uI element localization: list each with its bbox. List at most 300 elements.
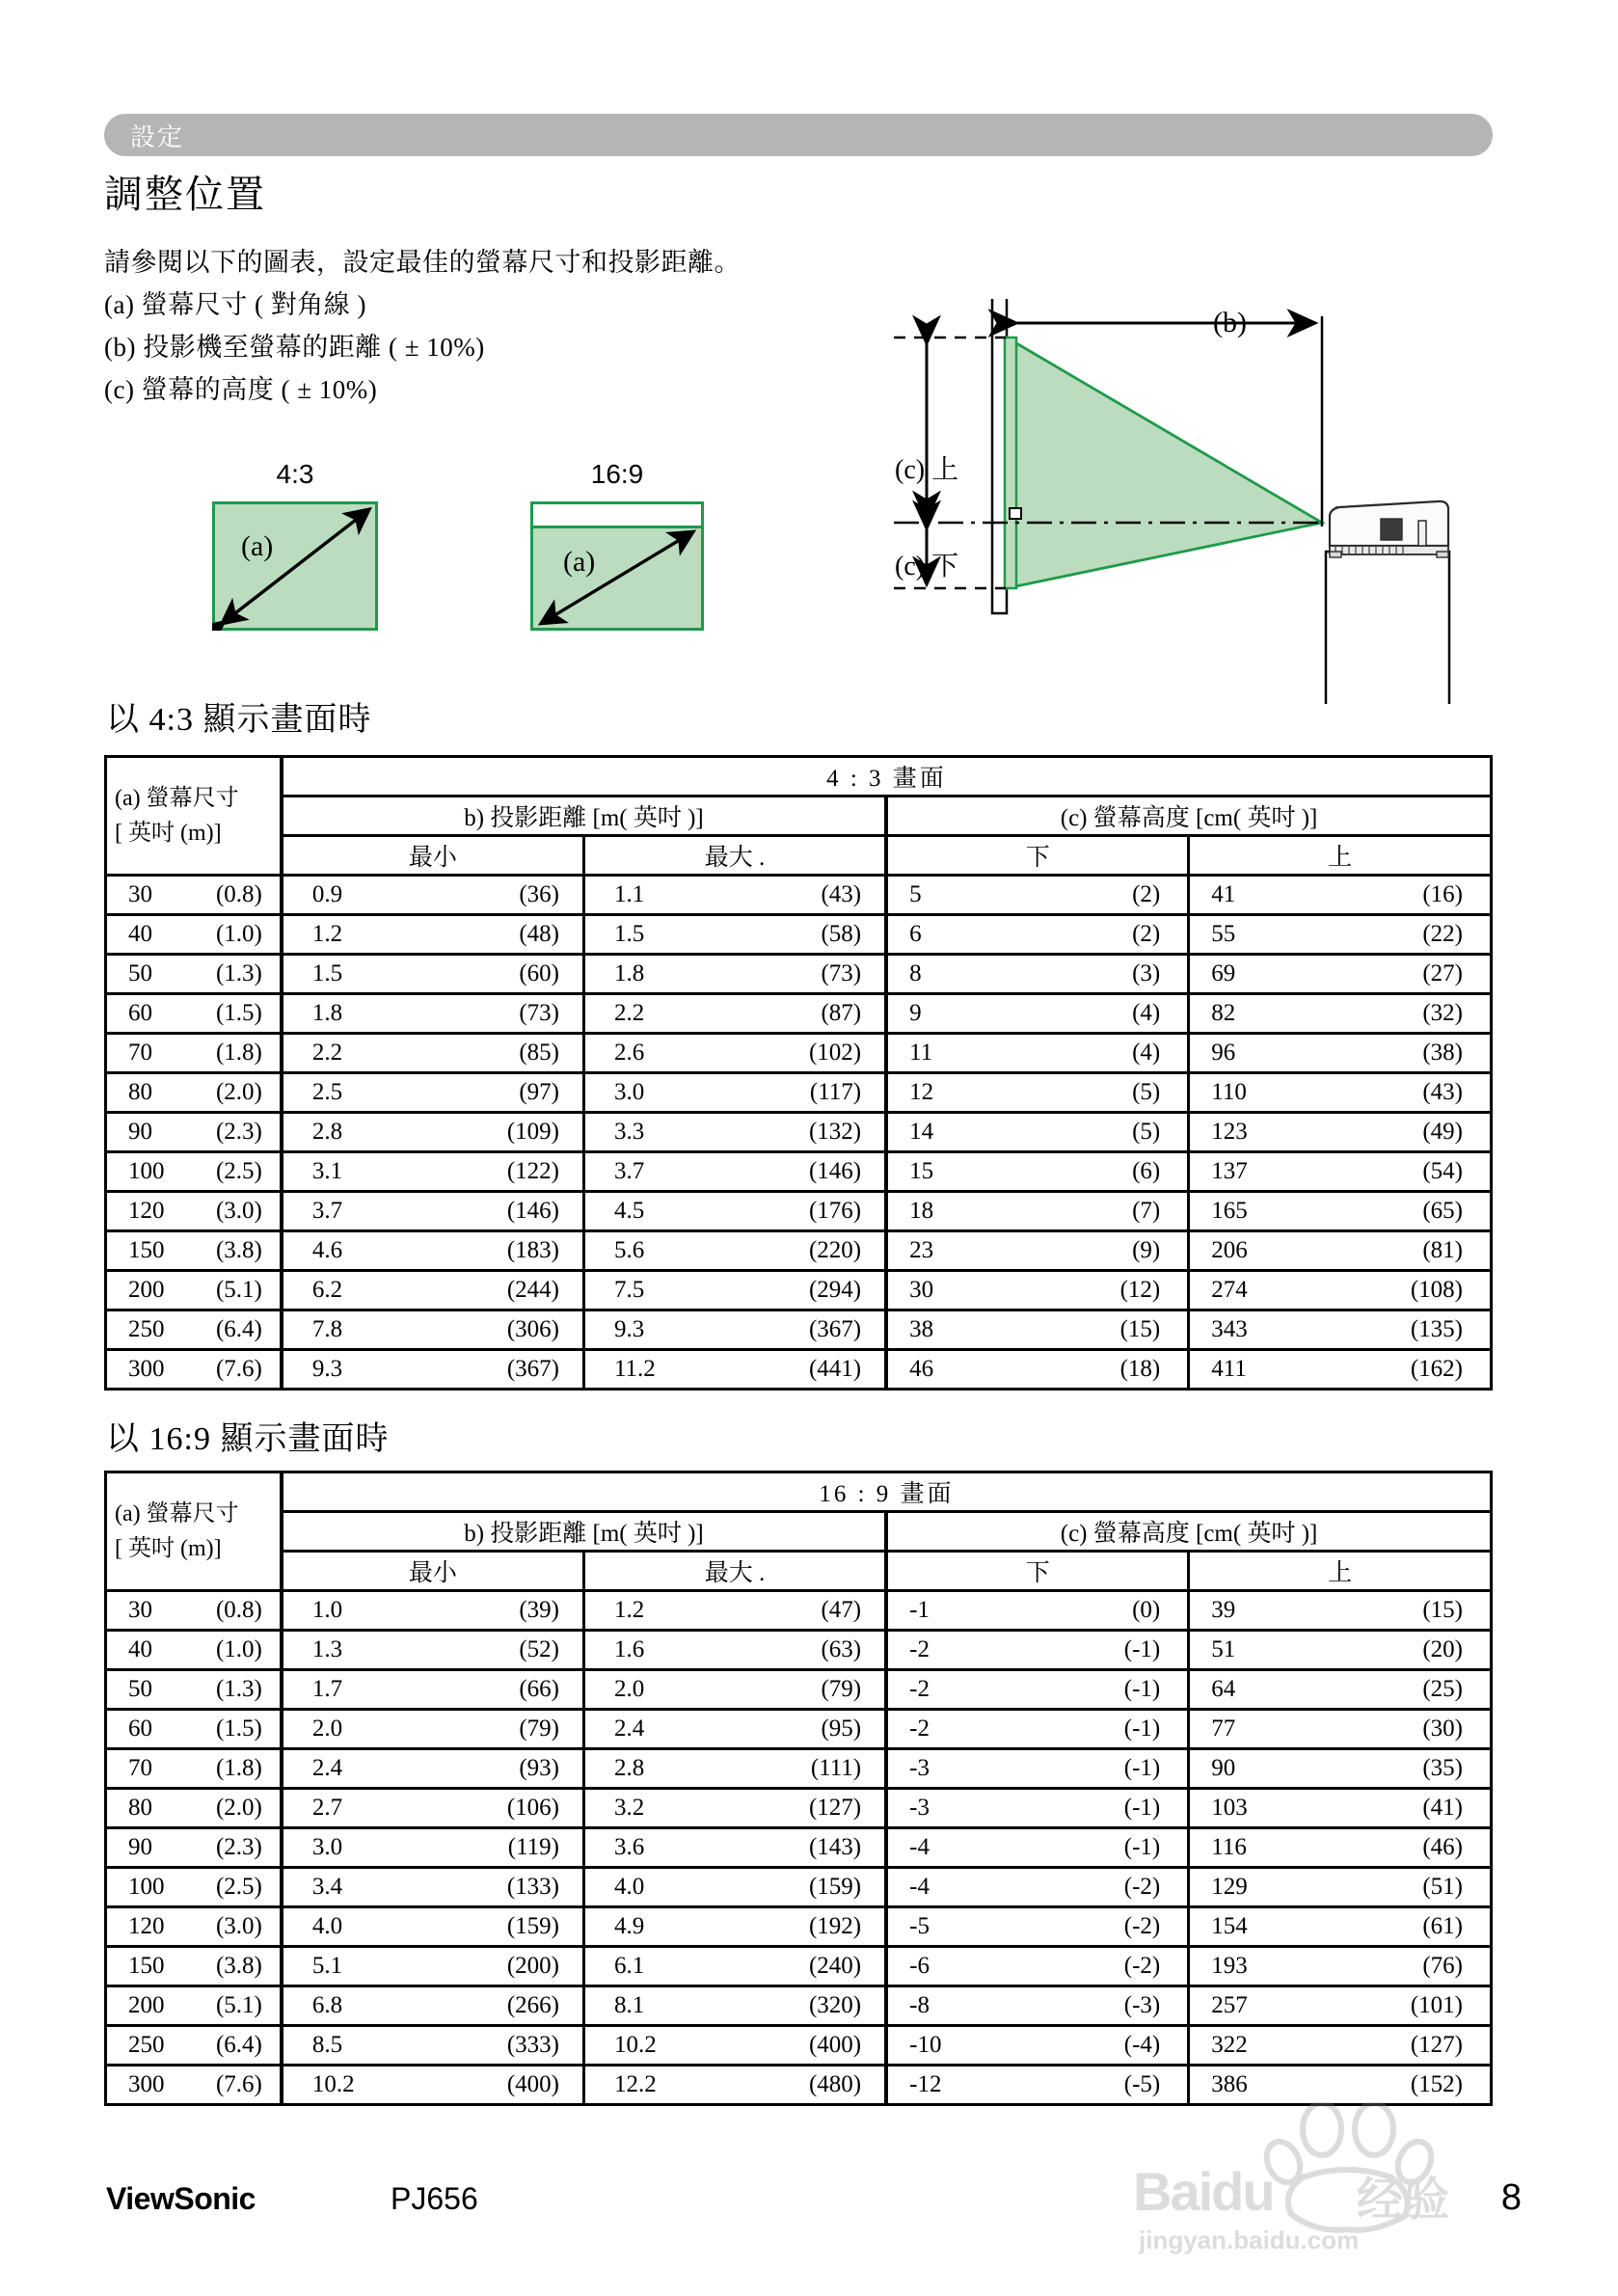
distance-max-inch: (320): [808, 1992, 862, 2018]
height-up-cm: 96: [1211, 1040, 1236, 1066]
screen-size-meter: (2.0): [215, 1079, 262, 1105]
screen-size-meter: (0.8): [215, 881, 262, 907]
table-cell: [106, 1670, 282, 1710]
table-cell: [1189, 2066, 1492, 2105]
table-stand: [1326, 552, 1449, 704]
height-down-cm: -2: [909, 1715, 930, 1742]
screen-size-inch: 200: [128, 1277, 165, 1303]
col-a-header-line1: (a) 螢幕尺寸: [115, 1501, 239, 1526]
height-up-inch: (22): [1422, 921, 1463, 947]
table-row: [106, 1113, 1492, 1152]
distance-min-m: 1.0: [311, 1597, 343, 1623]
col-a-header-line2: [ 英吋 (m)]: [115, 821, 222, 846]
table-cell: [583, 2026, 886, 2066]
table-cell: [282, 1828, 584, 1868]
section-title-16-9: 以 16:9 顯示畫面時: [106, 1421, 390, 1457]
distance-min-m: 3.4: [311, 1874, 343, 1900]
screen-size-inch: 50: [128, 960, 152, 986]
table-cell: [886, 1591, 1189, 1631]
height-up-cm: 77: [1211, 1715, 1236, 1742]
height-up-inch: (127): [1410, 2032, 1463, 2058]
table-cell: [583, 915, 886, 955]
distance-max-m: 5.6: [613, 1237, 645, 1263]
table-cell: [106, 1868, 282, 1907]
height-down-inch: (2): [1132, 881, 1161, 907]
height-down-inch: (5): [1132, 1119, 1161, 1145]
diagram-b-label: (b): [1213, 307, 1247, 338]
table-cell: [1189, 1152, 1492, 1192]
height-up-cm: 103: [1211, 1795, 1248, 1821]
table-row: [106, 876, 1492, 915]
distance-max-inch: (111): [810, 1755, 862, 1781]
sub-header-up: 上: [1189, 1552, 1492, 1591]
distance-max-inch: (143): [808, 1834, 862, 1860]
distance-min-inch: (52): [519, 1636, 559, 1662]
table-cell: [1189, 1271, 1492, 1310]
table-cell: [886, 1350, 1189, 1390]
distance-max-inch: (294): [808, 1277, 862, 1303]
table-cell: [583, 955, 886, 994]
height-down-inch: (7): [1132, 1198, 1161, 1224]
table-cell: [583, 1152, 886, 1192]
height-down-cm: -12: [909, 2071, 942, 2097]
distance-max-inch: (87): [821, 1000, 862, 1026]
section-title-4-3: 以 4:3 顯示畫面時: [106, 702, 372, 738]
height-down-cm: -2: [909, 1676, 930, 1702]
screen-size-meter: (2.3): [215, 1119, 262, 1145]
distance-min-m: 1.8: [311, 1000, 343, 1026]
height-up-inch: (27): [1422, 960, 1463, 986]
col-a-header-line2: [ 英吋 (m)]: [115, 1536, 222, 1561]
diagram-c-down-label: (c) 下: [895, 552, 959, 581]
aspect-ratio-4-3-figure: [212, 459, 378, 631]
table-row: [106, 955, 1492, 994]
aspect-ratio-4-3-label: 4:3: [276, 459, 314, 489]
screen-size-meter: (5.1): [215, 1277, 262, 1303]
distance-max-inch: (220): [808, 1237, 862, 1263]
table-cell: [583, 1670, 886, 1710]
screen-size-inch: 200: [128, 1992, 165, 2018]
distance-max-m: 2.4: [613, 1715, 645, 1742]
table-cell: [886, 1986, 1189, 2026]
table-cell: [1189, 1113, 1492, 1152]
table-cell: [282, 1986, 584, 2026]
height-down-inch: (5): [1132, 1079, 1161, 1105]
table-cell: [282, 1947, 584, 1986]
screen-size-meter: (1.0): [215, 1636, 262, 1662]
table-cell: [1189, 1789, 1492, 1828]
height-down-inch: (15): [1119, 1316, 1161, 1342]
height-up-cm: 41: [1211, 881, 1236, 907]
table-cell: [583, 1310, 886, 1350]
height-up-inch: (49): [1422, 1119, 1463, 1145]
screen-size-inch: 30: [128, 1597, 152, 1623]
table-cell: [1189, 955, 1492, 994]
distance-min-inch: (133): [506, 1874, 559, 1900]
height-up-inch: (41): [1422, 1795, 1463, 1821]
table-cell: [1189, 1192, 1492, 1231]
distance-max-inch: (480): [808, 2071, 862, 2097]
height-down-cm: 11: [909, 1040, 933, 1066]
page-number: 8: [1500, 2177, 1522, 2218]
distance-max-inch: (117): [809, 1079, 862, 1105]
distance-max-m: 9.3: [613, 1316, 645, 1342]
height-down-inch: (0): [1132, 1597, 1161, 1623]
height-down-cm: 6: [909, 921, 922, 947]
table-cell: [886, 1907, 1189, 1947]
table-row: [106, 1231, 1492, 1271]
screen-size-inch: 50: [128, 1676, 152, 1702]
height-down-cm: 23: [909, 1237, 934, 1263]
height-up-inch: (51): [1422, 1874, 1463, 1900]
height-up-cm: 193: [1211, 1953, 1248, 1979]
distance-max-m: 8.1: [613, 1992, 645, 2018]
table-row: [106, 1034, 1492, 1073]
distance-min-inch: (200): [506, 1953, 559, 1979]
distance-max-m: 12.2: [613, 2071, 657, 2097]
distance-min-inch: (36): [519, 881, 559, 907]
distance-min-m: 6.2: [311, 1277, 343, 1303]
height-down-cm: 8: [909, 960, 922, 986]
table-cell: [106, 1310, 282, 1350]
table-cell: [886, 1670, 1189, 1710]
distance-max-m: 3.0: [613, 1079, 645, 1105]
screen-size-inch: 60: [128, 1715, 152, 1742]
height-down-cm: 46: [909, 1356, 934, 1382]
light-beam: [1005, 338, 1322, 588]
screen-size-inch: 250: [128, 1316, 165, 1342]
screen-size-inch: 90: [128, 1834, 152, 1860]
screen-size-meter: (2.0): [215, 1795, 262, 1821]
distance-max-m: 3.7: [613, 1158, 645, 1184]
table-row: [106, 1947, 1492, 1986]
height-down-inch: (4): [1132, 1000, 1161, 1026]
footer-model: PJ656: [391, 2181, 478, 2216]
height-down-inch: (-5): [1123, 2071, 1161, 2097]
intro-line-0: 請參閱以下的圖表，設定最佳的螢幕尺寸和投影距離。: [104, 248, 741, 277]
intro-line-1: (a) 螢幕尺寸 ( 對角線 ): [104, 290, 366, 319]
table-cell: [583, 1749, 886, 1789]
height-up-cm: 206: [1211, 1237, 1248, 1263]
distance-max-inch: (400): [808, 2032, 862, 2058]
height-up-cm: 90: [1211, 1755, 1236, 1781]
height-up-inch: (46): [1422, 1834, 1463, 1860]
distance-max-m: 1.1: [613, 881, 645, 907]
height-down-cm: -4: [909, 1834, 930, 1860]
table-cell: [282, 1907, 584, 1947]
table-cell: [583, 994, 886, 1034]
height-up-cm: 39: [1211, 1597, 1236, 1623]
distance-max-m: 1.5: [613, 921, 645, 947]
height-down-cm: 5: [909, 881, 922, 907]
distance-min-m: 1.2: [311, 921, 343, 947]
table-cell: [886, 915, 1189, 955]
breadcrumb: 設定: [130, 123, 185, 151]
table-cell: [886, 1749, 1189, 1789]
screen-size-meter: (7.6): [215, 2071, 262, 2097]
table-row: [106, 1591, 1492, 1631]
table-cell: [282, 1670, 584, 1710]
table-cell: [1189, 1670, 1492, 1710]
distance-min-m: 0.9: [311, 881, 343, 907]
table-cell: [282, 1710, 584, 1749]
table-row: [106, 1073, 1492, 1113]
screen-size-meter: (3.0): [215, 1198, 262, 1224]
distance-min-inch: (333): [506, 2032, 559, 2058]
diagram-c-up-label: (c) 上: [895, 455, 959, 485]
projector-vent-icon: [1381, 519, 1402, 540]
table-cell: [583, 876, 886, 915]
height-up-cm: 165: [1211, 1198, 1248, 1224]
sub-header-min: 最小: [282, 1552, 584, 1591]
distance-min-m: 3.0: [311, 1834, 343, 1860]
table-row: [106, 1670, 1492, 1710]
table-row-screen-title: [106, 1472, 1492, 1512]
group-header-c: (c) 螢幕高度 [cm( 英吋 )]: [886, 1512, 1491, 1552]
screen-size-inch: 300: [128, 1356, 165, 1382]
table-cell: [886, 1631, 1189, 1670]
distance-max-m: 2.6: [613, 1040, 645, 1066]
group-header-c: (c) 螢幕高度 [cm( 英吋 )]: [886, 797, 1491, 836]
distance-max-m: 3.3: [613, 1119, 645, 1145]
table-row: [106, 915, 1492, 955]
table-cell: [1189, 1350, 1492, 1390]
projector-icon: [1330, 501, 1448, 557]
table-cell: [282, 1113, 584, 1152]
table-cell: [886, 1828, 1189, 1868]
table-cell: [1189, 1631, 1492, 1670]
intro-line-2: (b) 投影機至螢幕的距離 ( ± 10%): [104, 333, 485, 362]
distance-max-m: 11.2: [613, 1356, 656, 1382]
table-cell: [282, 1749, 584, 1789]
height-up-inch: (61): [1422, 1913, 1463, 1939]
distance-max-m: 10.2: [613, 2032, 657, 2058]
table-cell: [583, 1113, 886, 1152]
diagonal-arrow-icon: [530, 501, 704, 631]
table-cell: [282, 1073, 584, 1113]
table-cell: [106, 2026, 282, 2066]
distance-min-inch: (66): [519, 1676, 559, 1702]
col-a-header-line1: (a) 螢幕尺寸: [115, 786, 239, 811]
height-down-cm: 38: [909, 1316, 934, 1342]
table-row: [106, 1907, 1492, 1947]
distance-max-inch: (146): [808, 1158, 862, 1184]
sub-header-down: 下: [886, 1552, 1189, 1591]
height-up-cm: 137: [1211, 1158, 1248, 1184]
screen-size-inch: 120: [128, 1913, 165, 1939]
distance-max-inch: (95): [821, 1715, 862, 1742]
height-down-cm: -3: [909, 1795, 930, 1821]
distance-min-inch: (39): [519, 1597, 559, 1623]
table-cell: [886, 1710, 1189, 1749]
distance-table-16-9: [104, 1471, 1493, 2106]
height-down-inch: (12): [1119, 1277, 1161, 1303]
distance-max-inch: (159): [808, 1874, 862, 1900]
screen-size-inch: 150: [128, 1953, 165, 1979]
projection-distance-diagram: [873, 299, 1490, 704]
height-up-cm: 386: [1211, 2071, 1248, 2097]
table-row-screen-title: [106, 757, 1492, 797]
table-cell: [886, 2066, 1189, 2105]
table-row: [106, 1152, 1492, 1192]
table-cell: [1189, 1986, 1492, 2026]
table-cell: [583, 1868, 886, 1907]
table-cell: [106, 1073, 282, 1113]
height-up-inch: (15): [1422, 1597, 1463, 1623]
distance-min-m: 1.3: [311, 1636, 343, 1662]
screen-center-marker: [1010, 508, 1021, 519]
table-row-group-headers: [106, 797, 1492, 836]
height-down-cm: 12: [909, 1079, 934, 1105]
screen-size-inch: 100: [128, 1874, 165, 1900]
screen-size-meter: (3.8): [215, 1953, 262, 1979]
screen-size-meter: (6.4): [215, 1316, 262, 1342]
screen-size-meter: (7.6): [215, 1356, 262, 1382]
distance-max-m: 1.8: [613, 960, 645, 986]
screen-size-meter: (1.8): [215, 1755, 262, 1781]
distance-max-m: 2.8: [613, 1755, 645, 1781]
table-cell: [106, 1231, 282, 1271]
distance-min-m: 3.1: [311, 1158, 343, 1184]
table-body-16-9: [106, 1591, 1492, 2105]
distance-min-m: 9.3: [311, 1356, 343, 1382]
screen-size-meter: (3.0): [215, 1913, 262, 1939]
table-cell: [282, 915, 584, 955]
height-up-inch: (32): [1422, 1000, 1463, 1026]
distance-min-m: 6.8: [311, 1992, 343, 2018]
height-up-cm: 343: [1211, 1316, 1248, 1342]
height-down-inch: (-1): [1123, 1636, 1161, 1662]
table-cell: [886, 994, 1189, 1034]
table-cell: [583, 1710, 886, 1749]
height-down-inch: (-2): [1123, 1953, 1161, 1979]
screen-size-inch: 80: [128, 1795, 152, 1821]
screen-size-inch: 120: [128, 1198, 165, 1224]
height-up-cm: 82: [1211, 1000, 1236, 1026]
table-cell: [282, 1310, 584, 1350]
height-up-inch: (152): [1410, 2071, 1463, 2097]
height-up-inch: (108): [1410, 1277, 1463, 1303]
height-down-inch: (3): [1132, 960, 1161, 986]
table-cell: [282, 1034, 584, 1073]
table-cell: [886, 1073, 1189, 1113]
table-cell: [583, 1073, 886, 1113]
distance-max-m: 1.2: [613, 1597, 645, 1623]
table-cell: [106, 1947, 282, 1986]
height-down-inch: (-4): [1123, 2032, 1161, 2058]
screen-size-inch: 70: [128, 1040, 152, 1066]
height-up-inch: (54): [1422, 1158, 1463, 1184]
height-up-cm: 69: [1211, 960, 1236, 986]
distance-min-inch: (159): [506, 1913, 559, 1939]
height-down-inch: (-1): [1123, 1715, 1161, 1742]
screen-size-inch: 40: [128, 921, 152, 947]
height-down-cm: -2: [909, 1636, 930, 1662]
table-cell: [282, 1231, 584, 1271]
table-row: [106, 2066, 1492, 2105]
distance-min-m: 2.4: [311, 1755, 343, 1781]
height-up-inch: (20): [1422, 1636, 1463, 1662]
table-row: [106, 2026, 1492, 2066]
screen-size-meter: (2.3): [215, 1834, 262, 1860]
aspect-ratio-16-9-inner-label: (a): [563, 546, 596, 578]
height-down-inch: (-1): [1123, 1834, 1161, 1860]
height-up-cm: 51: [1211, 1636, 1236, 1662]
distance-min-inch: (183): [506, 1237, 559, 1263]
screen-size-inch: 100: [128, 1158, 165, 1184]
distance-min-inch: (97): [519, 1079, 559, 1105]
table-cell: [282, 2066, 584, 2105]
col-a-header: [106, 1472, 282, 1591]
distance-min-inch: (367): [506, 1356, 559, 1382]
distance-min-inch: (106): [506, 1795, 559, 1821]
table-cell: [583, 1350, 886, 1390]
distance-table-4-3: [104, 755, 1493, 1391]
distance-min-inch: (146): [506, 1198, 559, 1224]
height-up-cm: 64: [1211, 1676, 1236, 1702]
table-cell: [1189, 1034, 1492, 1073]
distance-max-inch: (73): [821, 960, 862, 986]
height-up-cm: 322: [1211, 2032, 1248, 2058]
table-cell: [1189, 2026, 1492, 2066]
table-cell: [886, 1271, 1189, 1310]
table-row-group-headers: [106, 1512, 1492, 1552]
table-cell: [583, 1034, 886, 1073]
height-down-inch: (4): [1132, 1040, 1161, 1066]
distance-min-inch: (109): [506, 1119, 559, 1145]
table-row: [106, 1310, 1492, 1350]
table-cell: [106, 915, 282, 955]
height-down-cm: -10: [909, 2032, 942, 2058]
screen-size-meter: (1.0): [215, 921, 262, 947]
table-row: [106, 1789, 1492, 1828]
table-cell: [106, 1749, 282, 1789]
screen-size-inch: 90: [128, 1119, 152, 1145]
table-row: [106, 1271, 1492, 1310]
screen-size-inch: 150: [128, 1237, 165, 1263]
distance-min-m: 10.2: [311, 2071, 355, 2097]
height-up-cm: 154: [1211, 1913, 1248, 1939]
height-up-inch: (43): [1422, 1079, 1463, 1105]
table-cell: [106, 1152, 282, 1192]
height-down-inch: (-1): [1123, 1755, 1161, 1781]
height-down-cm: -3: [909, 1755, 930, 1781]
screen-size-meter: (3.8): [215, 1237, 262, 1263]
distance-min-m: 4.6: [311, 1237, 343, 1263]
table-cell: [106, 1631, 282, 1670]
height-down-inch: (-1): [1123, 1795, 1161, 1821]
col-a-header: [106, 757, 282, 876]
sub-header-up: 上: [1189, 836, 1492, 876]
screen-size-meter: (6.4): [215, 2032, 262, 2058]
table-row-sub-headers: [106, 1552, 1492, 1591]
watermark: [1133, 2102, 1538, 2266]
page-title: 調整位置: [104, 173, 266, 216]
distance-min-inch: (60): [519, 960, 559, 986]
height-up-inch: (101): [1410, 1992, 1463, 2018]
distance-max-inch: (132): [808, 1119, 862, 1145]
table-cell: [886, 1034, 1189, 1073]
screen-title: 16 : 9 畫面: [282, 1472, 1492, 1512]
table-cell: [1189, 1710, 1492, 1749]
distance-min-m: 4.0: [311, 1913, 343, 1939]
distance-max-m: 4.0: [613, 1874, 645, 1900]
table-row: [106, 1868, 1492, 1907]
table-cell: [886, 1113, 1189, 1152]
table-cell: [1189, 1868, 1492, 1907]
table-cell: [106, 1113, 282, 1152]
height-down-cm: -5: [909, 1913, 930, 1939]
